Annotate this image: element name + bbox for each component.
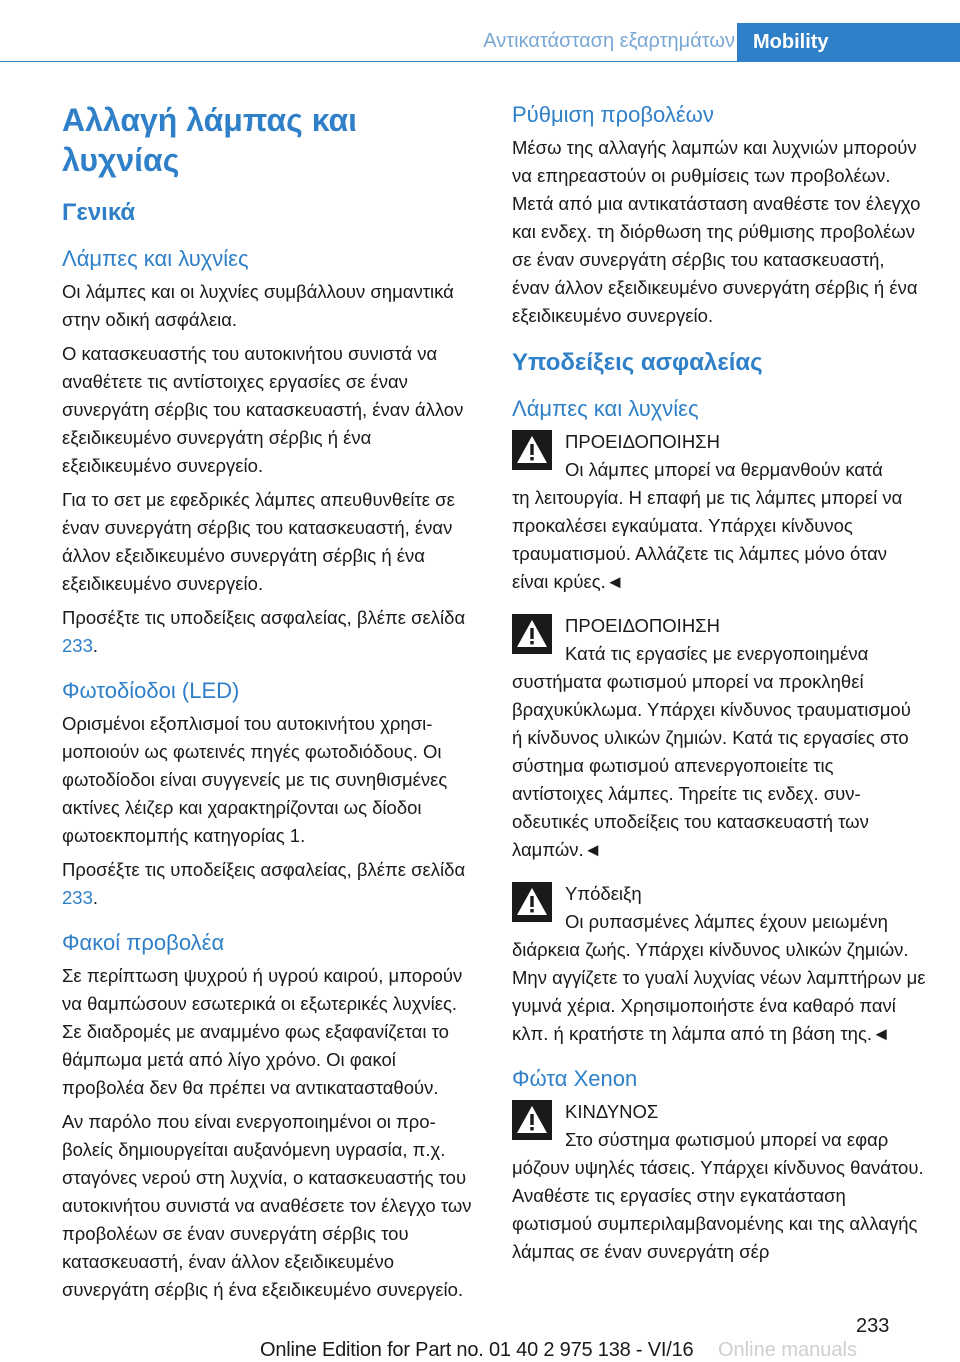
page-link[interactable]: 233 [62,887,93,908]
paragraph: Μέσω της αλλαγής λαμπών και λυχνιών μπορούν να επηρεαστούν οι ρυθμίσεις των προβολέων. Μετά από μια αντικατάσταση αναθέστε τον έλεγχο και ενδεχ. τη διόρθωση της ρύθμισης προβολέων σε έναν συνεργάτη σέρβις του κατασκευαστή, έναν άλλον εξειδικευμένο συνεργάτη σέρβις ή ένα εξειδικευμένο συνεργείο. [512,137,921,326]
paragraph [62,604,480,660]
paragraph [62,856,480,912]
danger-text: Στο σύστημα φωτισμού μπορεί να εφαρ [565,1129,889,1150]
edition-footer: Online Edition for Part no. 01 40 2 975 138 - VI/16 [260,1339,694,1361]
danger-body: μόζουν υψηλές τάσεις. Υπάρχει κίνδυνος θανάτου. Αναθέστε τις εργασίες στην εγκατάσταση φωτισμού συμπεριλαμβανομένης και της αλλαγής λάμπας σε έναν συνεργάτη σέρ [512,1157,924,1262]
caution-notice [512,880,926,1048]
paragraph: Σε περίπτωση ψυχρού ή υγρού καιρού, μπορούν να θαμπώσουν εσωτερικά οι εξωτερικές λυχνίες. Σε διαδρομές με αναμμένο φως εξαφανίζεται το θάμπωμα μετά από λίγο χρόνο. Οι φακοί προβολέα δεν θα πρέπει να αντικατασταθούν. [62,965,463,1098]
heading-general: Γενικά [62,199,136,226]
right-column [512,100,926,1282]
page-number: 233 [856,1315,890,1337]
page-link[interactable]: 233 [62,635,93,656]
warning-body: τη λειτουργία. Η επαφή με τις λάμπες μπορεί να προκαλέσει εγκαύματα. Υπάρχει κίνδυνος τραυματισμού. Αλλάζετε τις λάμπες μόνο όταν είναι κρύες.◄ [512,487,903,592]
heading-headlight-lenses: Φακοί προβολέα [62,930,225,955]
paragraph: Για το σετ με εφεδρικές λάμπες απευθυνθείτε σε έναν συνεργάτη σέρβις του κατασκευαστή, έναν άλλον εξειδικευμένο συνεργάτη σέρβις ή ένα εξειδικευμένο συνεργείο. [62,489,455,594]
heading-safety: Υποδείξεις ασφαλείας [512,349,763,376]
notice-body: διάρκεια ζωής. Υπάρχει κίνδυνος υλικών ζημιών. Μην αγγίζετε το γυαλί λυχνίας νέων λαμπτήρων με γυμνά χέρια. Χρησιμοποιήστε ένα καθαρό πανί κλπ. ή κρατήστε τη λάμπα από τη βάση της.◄ [512,939,926,1044]
paragraph: Αν παρόλο που είναι ενεργοποιημένοι οι προβολείς δημιουργείται αυξανόμενη υγρασία, π.χ. σταγόνες νερού στη λυχνία, ο κατασκευαστής του αυτοκινήτου συνιστά να αναθέσετε τον έλεγχο των προβολέων σε έναν συνεργάτη σέρβις του κατασκευαστή, έναν άλλον εξειδικευμένο συνεργάτη σέρβις ή ένα εξειδικευμένο συνεργείο. [62,1111,472,1300]
heading-xenon: Φώτα Xenon [512,1066,638,1091]
notice-text: Οι ρυπασμένες λάμπες έχουν μειωμένη [565,911,888,932]
paragraph: Ο κατασκευαστής του αυτοκινήτου συνιστά να αναθέτετε τις αντίστοιχες εργασίες σε έναν συνεργάτη σέρβις του κατασκευαστή, έναν άλλον εξειδικευμένο συνεργάτη σέρβις ή ένα εξειδικευμένο συνεργείο. [62,343,464,476]
warning-title: ΠΡΟΕΙΔΟΠΟΙΗΣΗ [565,431,720,452]
warning-notice [512,428,926,596]
warning-triangle-icon [512,1100,552,1140]
left-column [62,100,480,1310]
danger-title: ΚΙΝΔΥΝΟΣ [565,1101,659,1122]
warning-triangle-icon [512,430,552,470]
warning-triangle-icon [512,882,552,922]
page-header [0,0,960,62]
warning-title: ΠΡΟΕΙΔΟΠΟΙΗΣΗ [565,615,720,636]
warning-triangle-icon [512,614,552,654]
watermark: Online manuals [718,1339,857,1361]
chapter-tab: Mobility [737,23,960,62]
heading-headlight-adjustment: Ρύθμιση προβολέων [512,102,714,127]
header-divider [0,61,960,62]
warning-notice [512,612,926,864]
paragraph: Ορισμένοι εξοπλισμοί του αυτοκινήτου χρησιμοποιούν ως φωτεινές πηγές φωτοδιόδους. Οι φωτοδίοδοι είναι συγγενείς με τις συνηθισμένες ακτίνες λέιζερ και χαρακτηρίζονται ως δίοδοι φωτοεκπομπής κατηγορίας 1. [62,713,448,846]
danger-notice [512,1098,926,1266]
paragraph-end: . [92,635,99,656]
page-title: Αλλαγή λάμπας και λυχνίας [62,102,358,178]
warning-text: Κατά τις εργασίες με ενεργοποιημένα [565,643,869,664]
paragraph-text: Προσέξτε τις υποδείξεις ασφαλείας, βλέπε σελίδα [62,859,466,880]
notice-title: Υπόδειξη [565,883,642,904]
heading-lamps: Λάμπες και λυχνίες [512,396,699,421]
heading-led: Φωτοδίοδοι (LED) [62,678,240,703]
paragraph: Οι λάμπες και οι λυχνίες συμβάλλουν σημαντικά στην οδική ασφάλεια. [62,281,454,330]
warning-body: συστήματα φωτισμού μπορεί να προκληθεί βραχυκύκλωμα. Υπάρχει κίνδυνος τραυματισμού ή κίνδυνος υλικών ζημιών. Κατά τις εργασίες στο σύστημα φωτισμού απενεργοποιείτε τις αντίστοιχες λάμπες. Τηρείτε τις ενδεχ. συνοδευτικές υποδείξεις του κατασκευαστή των λαμπών.◄ [512,671,911,860]
heading-lamps: Λάμπες και λυχνίες [62,246,249,271]
section-title: Αντικατάσταση εξαρτημάτων [483,30,735,52]
paragraph-text: Προσέξτε τις υποδείξεις ασφαλείας, βλέπε σελίδα [62,607,466,628]
warning-text: Οι λάμπες μπορεί να θερμανθούν κατά [565,459,883,480]
paragraph-end: . [92,887,99,908]
